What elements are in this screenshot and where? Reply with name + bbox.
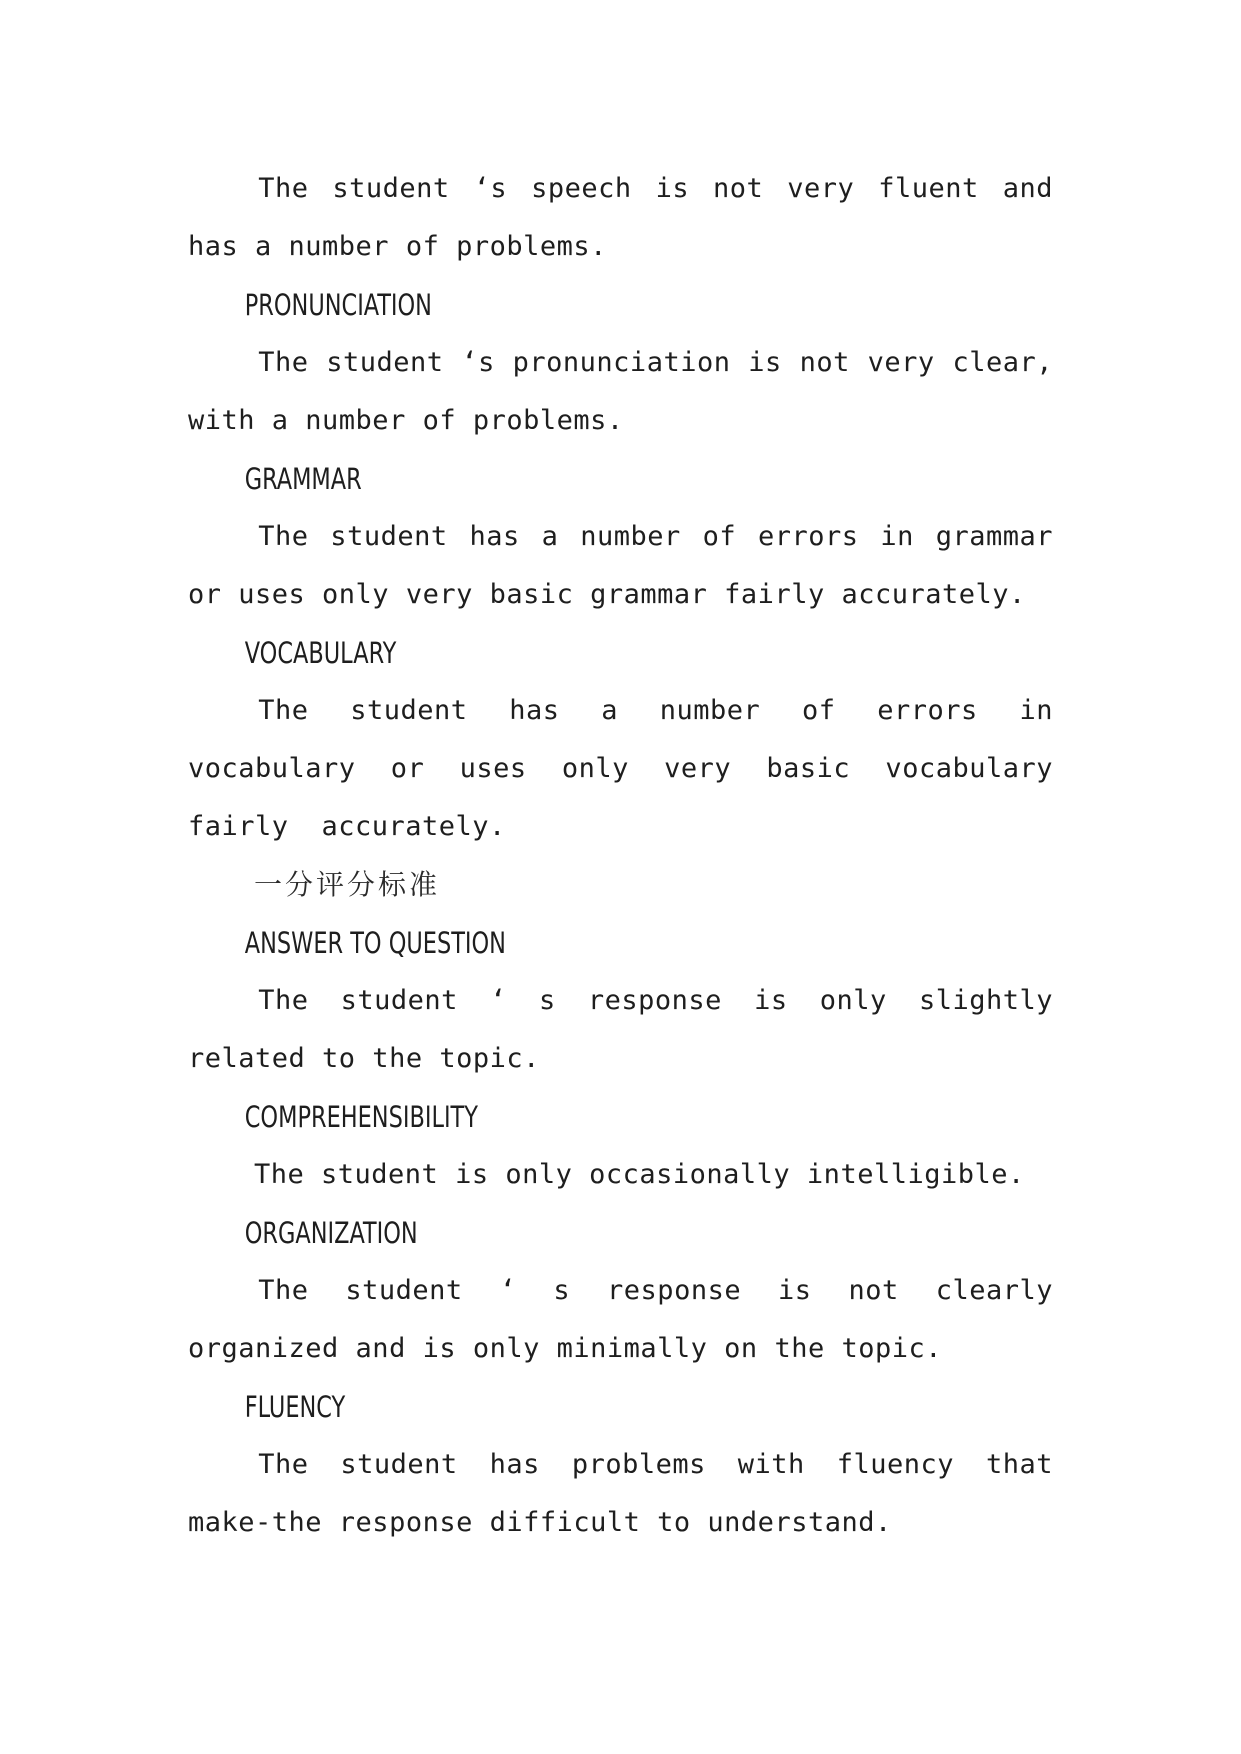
comprehensibility-paragraph: The student is only occasionally intelligible. [254,1159,1025,1190]
speech-fluency-paragraph: The student ‘s speech is not very fluent and has a number of problems. [188,173,1053,262]
comprehensibility-heading: COMPREHENSIBILITY [244,1100,478,1134]
vocabulary-heading: VOCABULARY [244,636,397,670]
fluency-heading: FLUENCY [244,1390,346,1424]
vocabulary-paragraph: The student has a number of errors in vocabulary or uses only very basic vocabulary fairly accurately. [188,695,1053,842]
answer-to-question-paragraph: The student ‘ s response is only slightly related to the topic. [188,985,1053,1074]
grammar-heading: GRAMMAR [244,462,362,496]
pronunciation-paragraph: The student ‘s pronunciation is not very clear, with a number of problems. [188,347,1053,436]
answer-to-question-heading: ANSWER TO QUESTION [244,926,506,960]
grammar-paragraph: The student has a number of errors in grammar or uses only very basic grammar fairly accurately. [188,521,1053,610]
pronunciation-heading: PRONUNCIATION [244,288,432,322]
organization-paragraph: The student ‘ s response is not clearly organized and is only minimally on the topic. [188,1275,1053,1364]
document-page [188,160,1053,1552]
fluency-paragraph: The student has problems with fluency that make-the response difficult to understand. [188,1449,1053,1538]
organization-heading: ORGANIZATION [244,1216,418,1250]
one-point-criteria-heading: 一分评分标准 [254,868,441,901]
